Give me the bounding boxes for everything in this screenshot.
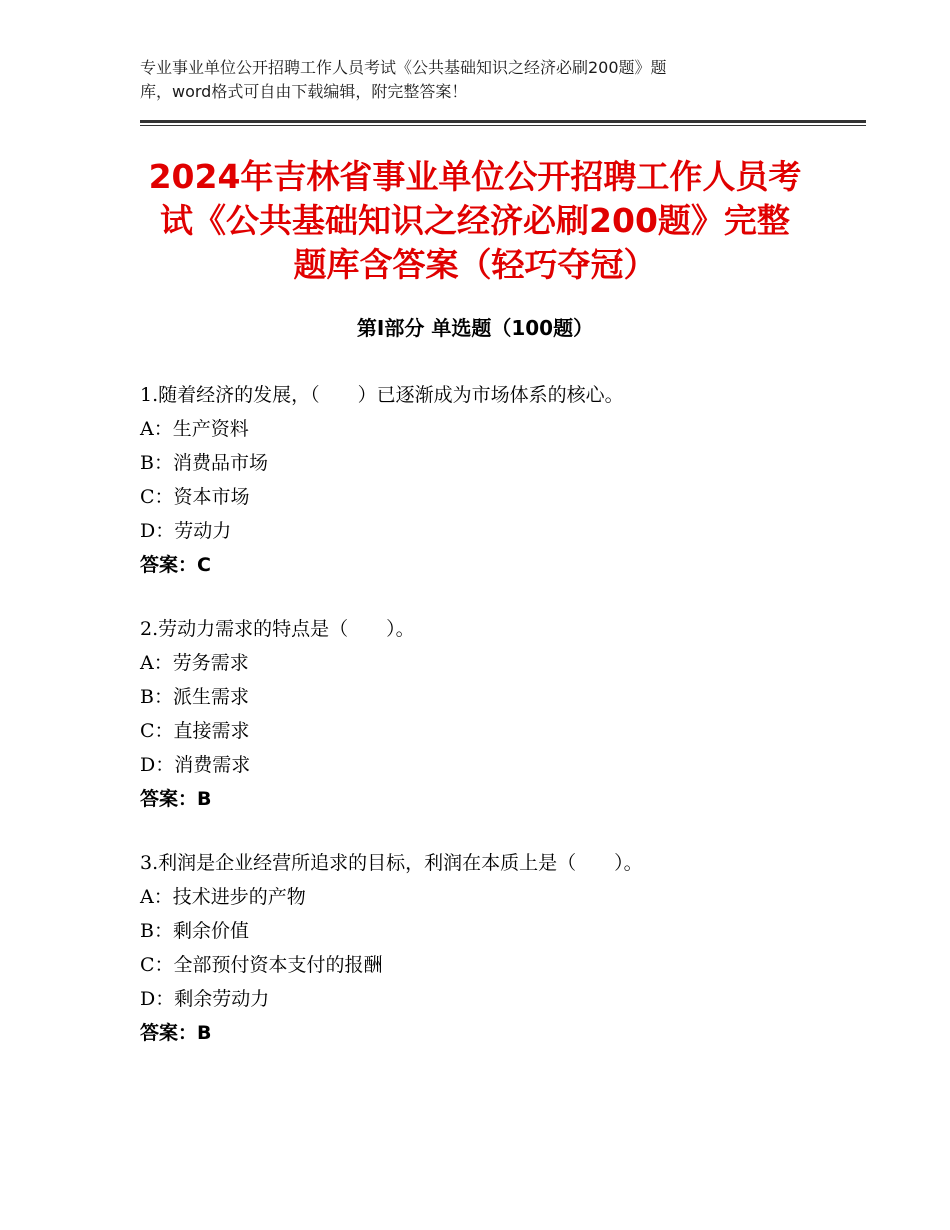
question-stem: 3.利润是企业经营所追求的目标，利润在本质上是（ ）。 bbox=[140, 852, 643, 874]
option-b: B：消费品市场 bbox=[140, 452, 268, 474]
document-title-line-2: 试《公共基础知识之经济必刷200题》完整 bbox=[160, 201, 790, 240]
header-rule-thick bbox=[140, 120, 866, 123]
header-note bbox=[140, 56, 780, 104]
option-c: C：直接需求 bbox=[140, 720, 250, 742]
document-title bbox=[120, 155, 830, 287]
question-stem: 1.随着经济的发展，（ ）已逐渐成为市场体系的核心。 bbox=[140, 384, 624, 406]
option-d: D：劳动力 bbox=[140, 520, 232, 542]
answer: 答案：B bbox=[140, 788, 212, 810]
option-d: D：消费需求 bbox=[140, 754, 251, 776]
header-note-line-2: 库，word格式可自由下载编辑，附完整答案！ bbox=[140, 82, 468, 101]
option-a: A：劳务需求 bbox=[140, 652, 249, 674]
option-c: C：全部预付资本支付的报酬 bbox=[140, 954, 383, 976]
header-note-line-1: 专业事业单位公开招聘工作人员考试《公共基础知识之经济必刷200题》题 bbox=[140, 58, 667, 77]
document-title-line-3: 题库含答案（轻巧夺冠） bbox=[293, 245, 657, 284]
option-a: A：技术进步的产物 bbox=[140, 886, 306, 908]
answer: 答案：C bbox=[140, 554, 211, 576]
section-title: 第Ⅰ部分 单选题（100题） bbox=[356, 316, 594, 340]
question-3 bbox=[140, 846, 840, 1050]
option-a: A：生产资料 bbox=[140, 418, 249, 440]
question-2 bbox=[140, 612, 840, 816]
document-title-line-1: 2024年吉林省事业单位公开招聘工作人员考 bbox=[148, 157, 802, 196]
header-rule-thin bbox=[140, 125, 866, 126]
question-list bbox=[140, 378, 840, 1080]
option-d: D：剩余劳动力 bbox=[140, 988, 270, 1010]
answer: 答案：B bbox=[140, 1022, 212, 1044]
option-b: B：派生需求 bbox=[140, 686, 249, 708]
question-1 bbox=[140, 378, 840, 582]
option-c: C：资本市场 bbox=[140, 486, 250, 508]
question-stem: 2.劳动力需求的特点是（ ）。 bbox=[140, 618, 415, 640]
option-b: B：剩余价值 bbox=[140, 920, 249, 942]
